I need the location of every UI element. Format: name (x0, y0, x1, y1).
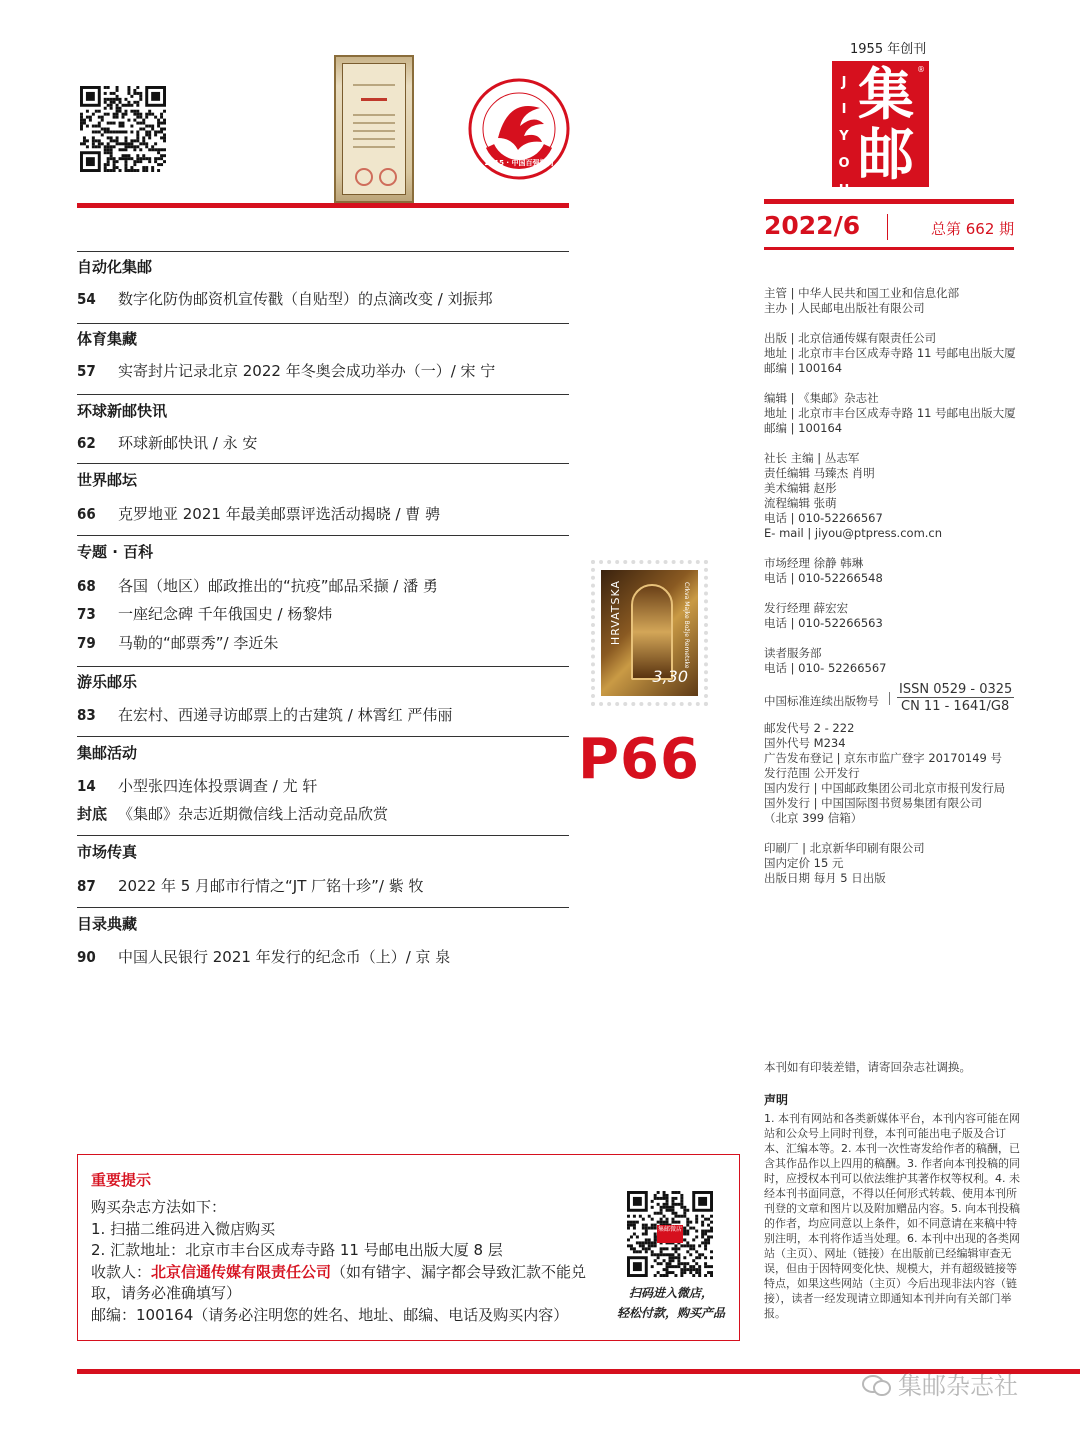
purchase-zip-line: 邮编：100164（请务必注明您的姓名、地址、邮编、电话及购买内容） (91, 1305, 569, 1324)
emblem-text: 2015 · 中国百强报刊 (484, 159, 554, 167)
purchase-notice-box (77, 1154, 740, 1341)
toc-page-number: 83 (77, 706, 96, 724)
masthead-line: 编辑 | 《集邮》杂志社 (764, 391, 879, 405)
toc-article-title: 各国（地区）邮政推出的“抗疫”邮品采撷 / 潘 勇 (118, 577, 438, 595)
honor-certificate-image (334, 55, 414, 203)
toc-page-number: 90 (77, 948, 96, 966)
top-100-emblem (468, 78, 570, 180)
toc-article-title: 《集邮》杂志近期微信线上活动竞品欣赏 (118, 805, 389, 823)
logo-pinyin (837, 69, 851, 204)
section-rule (77, 323, 569, 324)
section-rule (77, 535, 569, 536)
toc-entry[interactable] (77, 575, 438, 596)
masthead-line: 发行范围 公开发行 (764, 766, 860, 780)
toc-article-title: 数字化防伪邮资机宣传戳（自贴型）的点滴改变 / 刘振邦 (118, 290, 493, 308)
toc-entry[interactable] (77, 775, 317, 796)
masthead-line: 市场经理 徐静 韩琳 (764, 556, 864, 570)
toc-article-title: 小型张四连体投票调查 / 尤 轩 (118, 777, 318, 795)
section-title: 目录典藏 (77, 915, 138, 933)
weidian-qr-label: 集邮微店 (657, 1225, 683, 1243)
header-qr-code[interactable] (80, 86, 166, 172)
issue-number: 2022/6 (764, 211, 861, 240)
section-rule (77, 394, 569, 395)
purchase-notice-title: 重要提示 (91, 1171, 152, 1189)
declaration-text: 1. 本刊有网站和各类新媒体平台，本刊内容可能在网站和公众号上同时刊登，本刊可能出电子版及合订本、汇编本等。2. 本刊一次性寄发给作者的稿酬，已含其作品作以上四用的稿酬。3. 作者向本刊投稿的同时，应授权本刊可以依法维护其著作权等权利。4. 未经本刊书面同意，不得以任何形式转载、使用本刊所刊登的文章和图片以及附加赠品内容。5. 向本刊投稿的作者，均应同意以上条件，如不同意请在来稿中特别注明，本刊将作适当处理。6. 本刊中出现的各类网站（主页）、网址（链接）在出版前已经编辑审查无误，但由于因特网变化快、规模大，并有超级链接等特点，如果这些网站（主页）今后出现非法内容（链接），读者一经发现请立即通知本刊并向有关部门举报。 (764, 1112, 1020, 1320)
purchase-payee (91, 1262, 591, 1305)
serial-cn: CN 11 - 1641/G8 (901, 699, 1010, 714)
logo-registered-mark: ® (917, 65, 925, 74)
toc-page-number: 62 (77, 434, 96, 452)
logo-glyph (858, 62, 916, 188)
section-rule (77, 907, 569, 908)
declaration-title: 声明 (764, 1093, 789, 1107)
issue-separator (887, 214, 888, 240)
toc-entry[interactable] (77, 875, 424, 896)
header-rule-right (764, 199, 1014, 204)
masthead-line: 电话 | 010-52266563 (764, 616, 883, 630)
masthead-line: 主管 | 中华人民共和国工业和信息化部 (764, 286, 960, 300)
wechat-watermark (862, 1366, 1018, 1401)
logo-glyph-text: 集邮 (858, 62, 914, 188)
toc-page-number: 14 (77, 777, 96, 795)
jiyou-logo (832, 61, 929, 198)
weidian-qr-caption (606, 1283, 736, 1323)
croatia-stamp-image (591, 560, 708, 706)
section-title: 游乐邮乐 (77, 673, 138, 691)
toc-entry[interactable] (77, 432, 257, 453)
masthead-line: 广告发布登记 | 京东市监广登字 20170149 号 (764, 751, 1003, 765)
qr-caption-line-1: 扫码进入微店， (628, 1286, 713, 1300)
logo-letter: O (838, 156, 850, 171)
masthead-line: 流程编辑 张萌 (764, 496, 837, 510)
masthead-line: 邮编 | 100164 (764, 361, 843, 375)
section-rule (77, 835, 569, 836)
purchase-line-1: 购买杂志方法如下： (91, 1198, 227, 1216)
toc-entry[interactable] (77, 632, 278, 653)
masthead-line: 美术编辑 赵彤 (764, 481, 837, 495)
masthead-line: （北京 399 信箱） (764, 811, 863, 825)
founded-year: 1955 年创刊 (850, 42, 927, 57)
toc-page-number: 封底 (77, 805, 108, 823)
toc-entry[interactable] (77, 946, 450, 967)
issue-total: 总第 662 期 (931, 220, 1015, 238)
wechat-icon (862, 1375, 892, 1397)
purchase-line-2: 1. 扫描二维码进入微店购买 (91, 1219, 276, 1238)
toc-entry[interactable] (77, 704, 452, 725)
purchase-line-3: 2. 汇款地址：北京市丰台区成寿寺路 11 号邮电出版大厦 8 层 (91, 1241, 503, 1259)
toc-article-title: 一座纪念碑 千年俄国史 / 杨黎炜 (118, 605, 333, 623)
masthead-line: 发行经理 薛宏宏 (764, 601, 849, 615)
section-title: 市场传真 (77, 843, 138, 861)
logo-letter: U (838, 183, 850, 198)
stamp-page-ref[interactable]: P66 (578, 727, 700, 792)
payee-name: 北京信通传媒有限责任公司 (151, 1262, 332, 1281)
misprint-notice: 本刊如有印装差错，请寄回杂志社调换。 (764, 1060, 971, 1074)
toc-entry[interactable] (77, 803, 388, 824)
masthead-line: 电话 | 010- 52266567 (764, 661, 887, 675)
serial-label: 中国标准连续出版物号 (764, 694, 879, 708)
toc-page-number: 87 (77, 877, 96, 895)
toc-article-title: 2022 年 5 月邮市行情之“JT 厂铭十珍”/ 紫 牧 (118, 877, 424, 895)
masthead-line: 责任编辑 马臻杰 肖明 (764, 466, 875, 480)
section-rule (77, 736, 569, 737)
stamp-country: HRVATSKA (609, 580, 622, 646)
masthead-line: 地址 | 北京市丰台区成寿寺路 11 号邮电出版大厦 (764, 406, 1016, 420)
masthead-line: 国外发行 | 中国国际图书贸易集团有限公司 (764, 796, 983, 810)
section-title: 自动化集邮 (77, 258, 153, 276)
watermark-text: 集邮杂志社 (898, 1372, 1018, 1400)
toc-page-number: 66 (77, 505, 96, 523)
toc-page-number: 54 (77, 290, 96, 308)
logo-letter: J (841, 75, 847, 90)
masthead-line: 电话 | 010-52266548 (764, 571, 883, 585)
masthead-line: 国内定价 15 元 (764, 856, 844, 870)
toc-entry[interactable] (77, 360, 495, 381)
masthead-line: E- mail | jiyou@ptpress.com.cn (764, 526, 943, 540)
section-title: 世界邮坛 (77, 471, 138, 489)
toc-article-title: 实寄封片记录北京 2022 年冬奥会成功举办（一）/ 宋 宁 (118, 362, 496, 380)
toc-article-title: 在宏村、西递寻访邮票上的古建筑 / 林霄红 严伟丽 (118, 706, 453, 724)
toc-article-title: 马勒的“邮票秀”/ 李近朱 (118, 634, 279, 652)
weidian-qr-code[interactable] (627, 1191, 713, 1281)
issue-rule (764, 247, 1014, 250)
section-rule (77, 251, 569, 252)
toc-article-title: 克罗地亚 2021 年最美邮票评选活动揭晓 / 曹 骋 (118, 505, 441, 523)
payee-note: （如有错字、漏字都会导致汇款不能兑取，请务必准确填写） (91, 1262, 587, 1302)
masthead-line: 电话 | 010-52266567 (764, 511, 883, 525)
masthead-line: 国内发行 | 中国邮政集团公司北京市报刊发行局 (764, 781, 1006, 795)
masthead-line: 邮编 | 100164 (764, 421, 843, 435)
masthead-line: 地址 | 北京市丰台区成寿寺路 11 号邮电出版大厦 (764, 346, 1016, 360)
masthead-line: 出版 | 北京信通传媒有限责任公司 (764, 331, 937, 345)
toc-article-title: 中国人民银行 2021 年发行的纪念币（上）/ 京 泉 (118, 948, 451, 966)
section-title: 集邮活动 (77, 744, 138, 762)
serial-block (764, 682, 1024, 724)
section-rule (77, 463, 569, 464)
masthead-line: 印刷厂 | 北京新华印刷有限公司 (764, 841, 925, 855)
stamp-caption: Crkva Majke Božje Remetske (683, 582, 690, 669)
purchase-notice-lines (91, 1197, 591, 1326)
toc-page-number: 73 (77, 605, 96, 623)
masthead-line: 主办 | 人民邮电出版社有限公司 (764, 301, 925, 315)
section-title: 体育集藏 (77, 330, 138, 348)
toc-article-title: 环球新邮快讯 / 永 安 (118, 434, 258, 452)
toc-page-number: 79 (77, 634, 96, 652)
toc-page-number: 57 (77, 362, 96, 380)
header-rule-left (77, 203, 569, 208)
serial-separator (889, 692, 890, 705)
stamp-value: 3,30 (652, 667, 688, 686)
masthead-line: 国外代号 M234 (764, 736, 846, 750)
serial-issn: ISSN 0529 - 0325 (899, 682, 1013, 697)
toc-entry[interactable] (77, 603, 332, 624)
section-rule (77, 666, 569, 667)
payee-label: 收款人： (91, 1262, 152, 1281)
section-title: 专题 · 百科 (77, 543, 154, 561)
masthead-line: 邮发代号 2 - 222 (764, 721, 855, 735)
toc-entry[interactable] (77, 288, 493, 309)
masthead-line: 出版日期 每月 5 日出版 (764, 871, 886, 885)
masthead-line: 社长 主编 | 丛志军 (764, 451, 860, 465)
logo-letter: Y (839, 129, 849, 144)
masthead-line: 读者服务部 (764, 646, 822, 660)
toc-page-number: 68 (77, 577, 96, 595)
logo-letter: I (841, 102, 847, 117)
qr-caption-line-2: 轻松付款，购买产品 (616, 1306, 725, 1320)
toc-entry[interactable] (77, 503, 440, 524)
section-title: 环球新邮快讯 (77, 402, 168, 420)
